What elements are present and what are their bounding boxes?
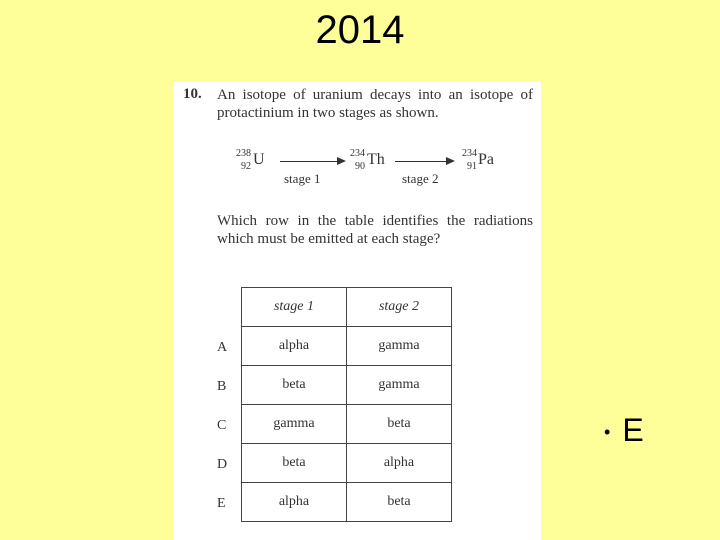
- uranium-mass-number: 238: [236, 148, 251, 159]
- question-number: 10.: [183, 86, 202, 102]
- stage-1-label: stage 1: [284, 171, 321, 186]
- table-cell: beta: [347, 405, 452, 444]
- table-cell: alpha: [347, 444, 452, 483]
- header-stage-1: stage 1: [242, 288, 347, 327]
- table-header-row: [242, 288, 452, 327]
- header-stage-2: stage 2: [347, 288, 452, 327]
- table-cell: gamma: [347, 327, 452, 366]
- table-cell: gamma: [347, 366, 452, 405]
- table-cell: beta: [242, 366, 347, 405]
- row-letter-d: D: [217, 457, 228, 472]
- table-cell: beta: [347, 483, 452, 522]
- thorium-mass-number: 234: [350, 148, 365, 159]
- row-letter-a: A: [217, 340, 228, 355]
- table-cell: alpha: [242, 327, 347, 366]
- thorium-symbol: Th: [367, 151, 385, 168]
- table-cell: alpha: [242, 483, 347, 522]
- stage-2-arrow: [395, 161, 453, 162]
- answer-letter: E: [622, 412, 644, 448]
- table-row: [242, 405, 452, 444]
- slide-title: 2014: [315, 8, 405, 52]
- row-letter-b: B: [217, 379, 227, 394]
- table-cell: gamma: [242, 405, 347, 444]
- bullet-icon: •: [604, 422, 611, 443]
- protactinium-atomic-number: 91: [467, 161, 477, 172]
- table-row: [242, 366, 452, 405]
- uranium-atomic-number: 92: [241, 161, 251, 172]
- protactinium-symbol: Pa: [478, 151, 494, 168]
- thorium-atomic-number: 90: [355, 161, 365, 172]
- uranium-symbol: U: [253, 151, 265, 168]
- table-cell: beta: [242, 444, 347, 483]
- row-letter-c: C: [217, 418, 227, 433]
- answer-text: [604, 412, 644, 449]
- table-row: [242, 444, 452, 483]
- stage-2-label: stage 2: [402, 171, 439, 186]
- question-prompt: Which row in the table identifies the radiations which must be emitted at each stage?: [217, 213, 533, 247]
- protactinium-mass-number: 234: [462, 148, 477, 159]
- answer-table: [241, 287, 452, 522]
- row-letter-e: E: [217, 496, 226, 511]
- question-sheet: [173, 82, 541, 540]
- stage-1-arrow: [280, 161, 344, 162]
- table-row: [242, 483, 452, 522]
- question-intro: An isotope of uranium decays into an isotope of protactinium in two stages as shown.: [217, 87, 533, 121]
- table-row: [242, 327, 452, 366]
